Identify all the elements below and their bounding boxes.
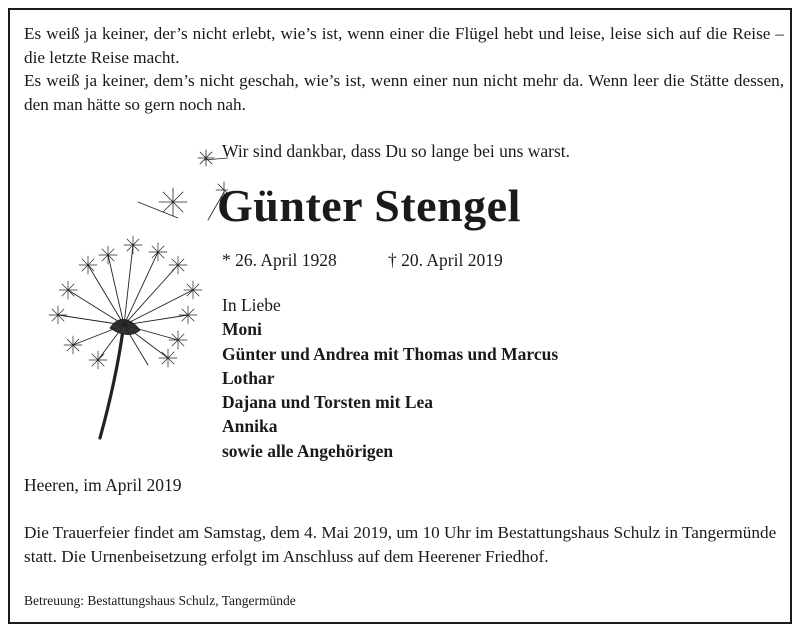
mourner-name: Annika [222,416,278,437]
deceased-name: Günter Stengel [217,180,521,231]
dandelion-icon [28,140,228,440]
mourners-intro: In Liebe [222,295,281,315]
obituary-notice [8,8,792,624]
funeral-details: Die Trauerfeier findet am Samstag, dem 4. Mai 2019, um 10 Uhr im Bestattungshaus Schulz in Tangermünde statt. Die Urnenbeisetzung erfolgt im Anschluss auf dem Heerener Friedhof. [24,523,777,566]
poem-paragraph-2: Es weiß ja keiner, dem’s nicht geschah, wie’s ist, wenn einer nun nicht mehr da. Wenn leer die Stätte dessen, den man hätte so gern noch nah. [24,71,784,114]
mourner-name: Lothar [222,367,275,388]
mourner-name: Günter und Andrea mit Thomas und Marcus [222,343,559,364]
care-note: Betreuung: Bestattungshaus Schulz, Tangermünde [24,593,296,608]
mourners-list [222,293,558,463]
place-date: Heeren, im April 2019 [24,475,182,495]
mourner-name: Dajana und Torsten mit Lea [222,392,434,413]
poem-paragraph-1: Es weiß ja keiner, der’s nicht erlebt, wie’s ist, wenn einer die Flügel hebt und leise, leise sich auf die Reise – die letzte Reise macht. [24,24,784,67]
death-date: † 20. April 2019 [388,250,503,270]
poem [24,22,784,116]
life-dates [222,250,503,271]
birth-date: * 26. April 1928 [222,250,337,270]
gratitude-line: Wir sind dankbar, dass Du so lange bei uns warst. [222,141,571,161]
mourner-name: Moni [222,319,262,340]
mourner-name: sowie alle Angehörigen [222,440,394,461]
